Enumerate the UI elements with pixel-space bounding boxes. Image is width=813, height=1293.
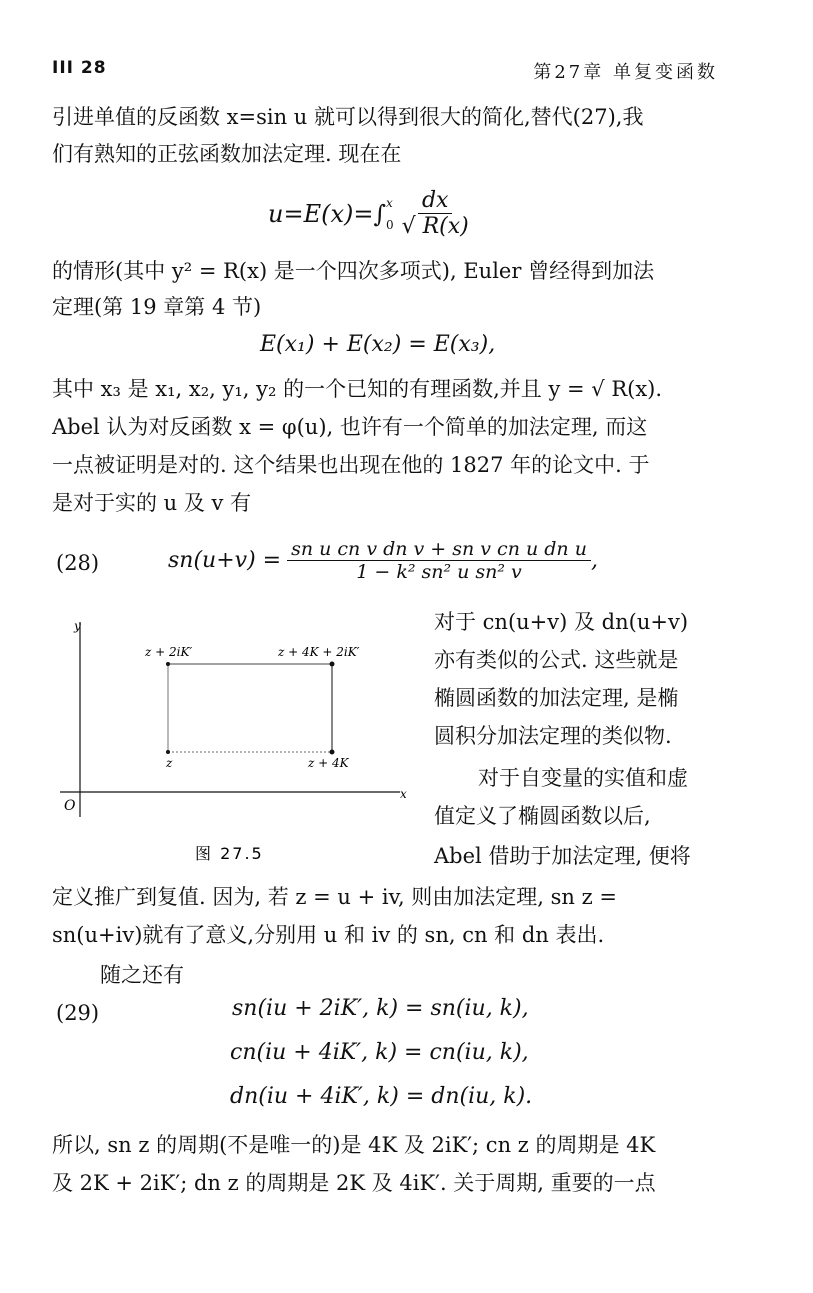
text-line-6: Abel 认为对反函数 x = φ(u), 也许有一个简单的加法定理, 而这 (52, 415, 648, 439)
text-line-10: sn(u+iv)就有了意义,分别用 u 和 iv 的 sn, cn 和 dn 表出. (52, 923, 605, 947)
text-line-1: 引进单值的反函数 x=sin u 就可以得到很大的简化,替代(27),我 (52, 105, 644, 129)
equation-28 (168, 538, 598, 583)
vertex-label-bottom-left: z (166, 756, 173, 770)
side-line-4: 圆积分加法定理的类似物. (434, 724, 672, 748)
equation-28-lhs: sn(u+v) = (168, 548, 282, 573)
vertex-top-right (330, 662, 335, 667)
text-line-9: 定义推广到复值. 因为, 若 z = u + iv, 则由加法定理, sn z = (52, 885, 617, 909)
text-line-7: 一点被证明是对的. 这个结果也出现在他的 1827 年的论文中. 于 (52, 453, 650, 477)
figure-27-5 (50, 612, 420, 872)
equation-29-line-2: cn(iu + 4iK′, k) = cn(iu, k), (230, 1040, 529, 1065)
equation-29-label: (29) (56, 1001, 100, 1025)
integral-numerator: dx (418, 188, 453, 214)
page-number: III 28 (52, 58, 107, 78)
side-line-6: 值定义了椭圆函数以后, (434, 804, 651, 828)
chapter-title: 第27章 单复变函数 (533, 62, 718, 83)
text-line-12: 所以, sn z 的周期(不是唯一的)是 4K 及 2iK′; cn z 的周期是 4K (52, 1133, 656, 1157)
text-line-8: 是对于实的 u 及 v 有 (52, 491, 252, 515)
equation-28-comma: , (590, 548, 598, 573)
text-line-5: 其中 x₃ 是 x₁, x₂, y₁, y₂ 的一个已知的有理函数,并且 y = √ R(x). (52, 377, 663, 401)
side-line-5: 对于自变量的实值和虚 (478, 766, 688, 790)
integral-equation (268, 188, 473, 239)
integral-denominator: √ R(x) (401, 214, 469, 239)
side-line-2: 亦有类似的公式. 这些就是 (434, 648, 679, 672)
text-line-11: 随之还有 (100, 963, 184, 987)
vertex-top-left (166, 662, 170, 666)
vertex-label-top-right: z + 4K + 2iK′ (278, 645, 360, 659)
vertex-label-top-left: z + 2iK′ (145, 645, 193, 659)
side-line-1: 对于 cn(u+v) 及 dn(u+v) (434, 610, 689, 634)
equation-28-denominator: 1 − k² sn² u sn² v (356, 561, 522, 583)
text-line-3: 的情形(其中 y² = R(x) 是一个四次多项式), Euler 曾经得到加法 (52, 259, 655, 283)
origin-label: O (64, 798, 76, 814)
figure-caption: 图 27.5 (195, 844, 264, 863)
x-axis-label: x (400, 787, 407, 801)
side-line-7: Abel 借助于加法定理, 便将 (434, 844, 691, 868)
equation-29-line-1: sn(iu + 2iK′, k) = sn(iu, k), (232, 996, 529, 1021)
equation-29-line-3: dn(iu + 4iK′, k) = dn(iu, k). (230, 1084, 533, 1109)
text-line-13: 及 2K + 2iK′; dn z 的周期是 2K 及 4iK′. 关于周期, 重要的一点 (52, 1171, 656, 1195)
vertex-bottom-right (330, 750, 335, 755)
equation-28-fraction (287, 538, 591, 583)
text-line-2: 们有熟知的正弦函数加法定理. 现在在 (52, 142, 402, 166)
integral-upper-limit: x (385, 195, 393, 210)
vertex-bottom-left (166, 750, 170, 754)
text-line-4: 定理(第 19 章第 4 节) (52, 295, 262, 319)
integral-fraction (398, 188, 473, 239)
equation-28-numerator: sn u cn v dn v + sn v cn u dn u (287, 538, 591, 561)
vertex-label-bottom-right: z + 4K (308, 756, 349, 770)
addition-equation: E(x₁) + E(x₂) = E(x₃), (260, 332, 496, 357)
integral-lhs: u=E(x)=∫ (268, 199, 386, 228)
equation-28-label: (28) (56, 551, 100, 575)
integral-lower-limit: 0 (385, 217, 394, 232)
side-line-3: 椭圆函数的加法定理, 是椭 (434, 686, 679, 710)
y-axis-label: y (74, 619, 81, 633)
